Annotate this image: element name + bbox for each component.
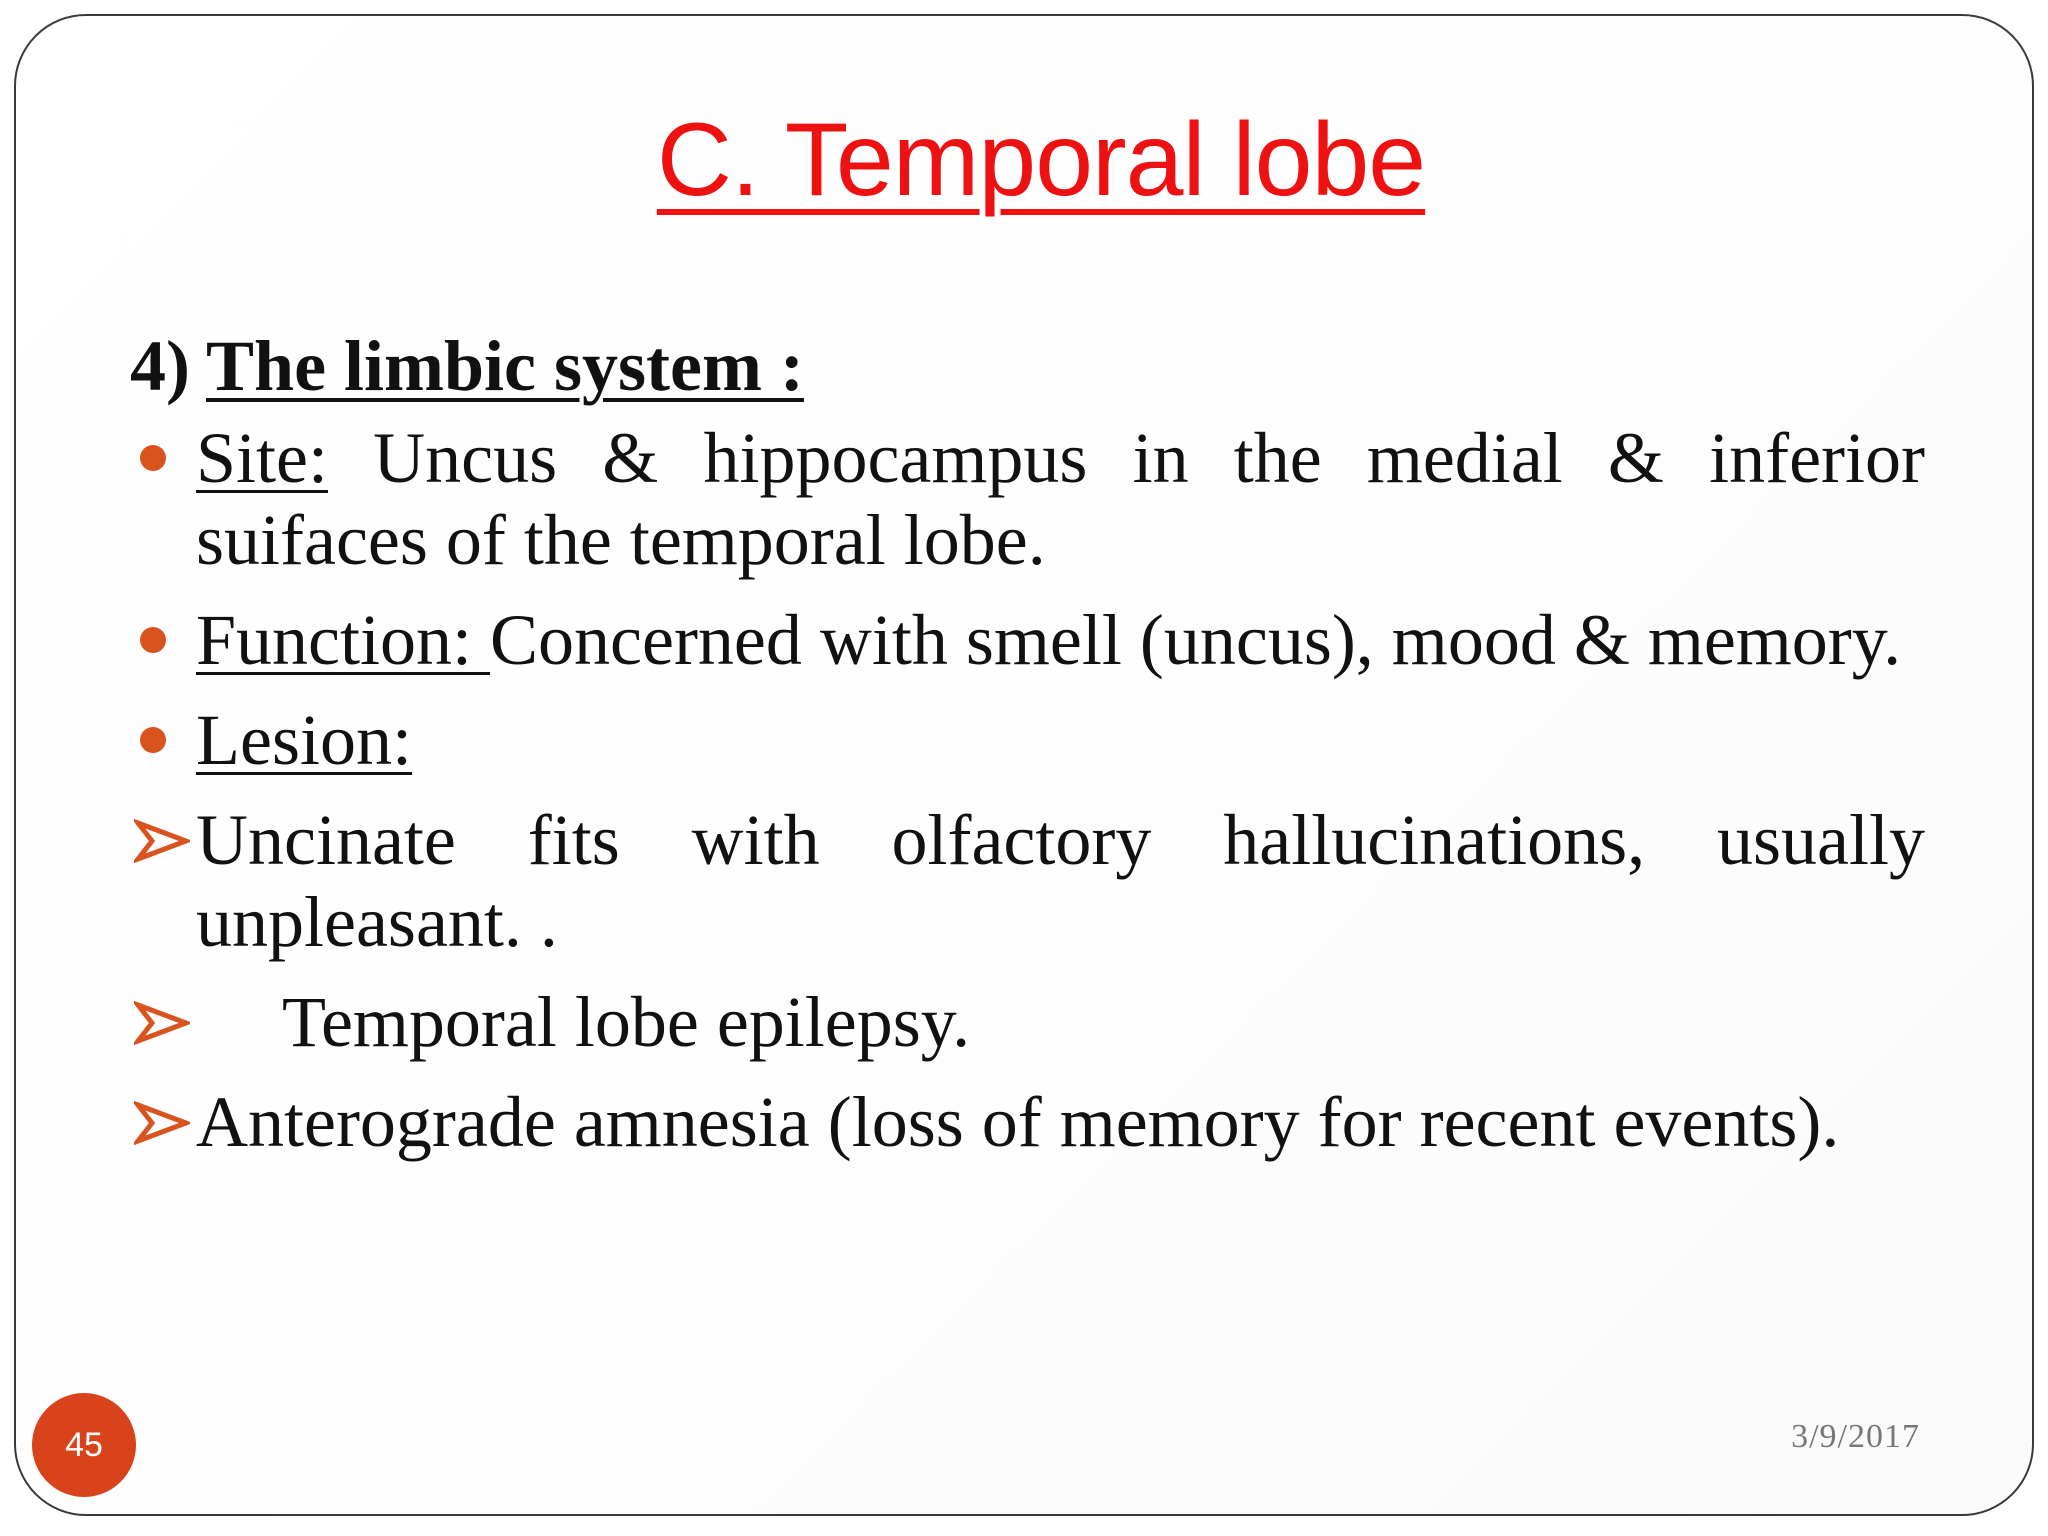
bullet-label: Site:: [196, 418, 329, 498]
section-title: The limbic system :: [206, 326, 804, 406]
round-bullet-icon: [140, 727, 166, 753]
slide-title: C. Temporal lobe: [656, 102, 1426, 218]
bullet-item-site: [130, 417, 1925, 581]
arrow-bullet-icon: [134, 1101, 190, 1145]
lesion-item: [130, 1081, 1925, 1163]
lesion-item-text: Uncinate fits with olfactory hallucinations, usually unpleasant. .: [196, 800, 1925, 962]
page-number-badge: 45: [32, 1393, 136, 1497]
lesion-item: [130, 981, 1925, 1063]
slide-content: [130, 325, 1925, 1181]
arrow-bullet-icon: [134, 1001, 190, 1045]
lesion-item: [130, 799, 1925, 963]
bullet-label: Lesion:: [196, 700, 412, 780]
section-number: 4): [130, 326, 190, 406]
arrow-bullet-icon: [134, 819, 190, 863]
section-heading: [130, 325, 1925, 407]
lesion-item-text: Anterograde amnesia (loss of memory for recent events).: [196, 1082, 1840, 1162]
bullet-text: Uncus & hippocampus in the medial & inferior suifaces of the temporal lobe.: [196, 418, 1925, 580]
lesion-item-text: Temporal lobe epilepsy.: [282, 982, 971, 1062]
bullet-item-function: [130, 599, 1925, 681]
bullet-text: Concerned with smell (uncus), mood & memory.: [490, 600, 1902, 680]
bullet-item-lesion: [130, 699, 1925, 781]
bullet-label: Function:: [196, 600, 491, 680]
round-bullet-icon: [140, 627, 166, 653]
slide-date: 3/9/2017: [1791, 1418, 1920, 1455]
round-bullet-icon: [140, 445, 166, 471]
